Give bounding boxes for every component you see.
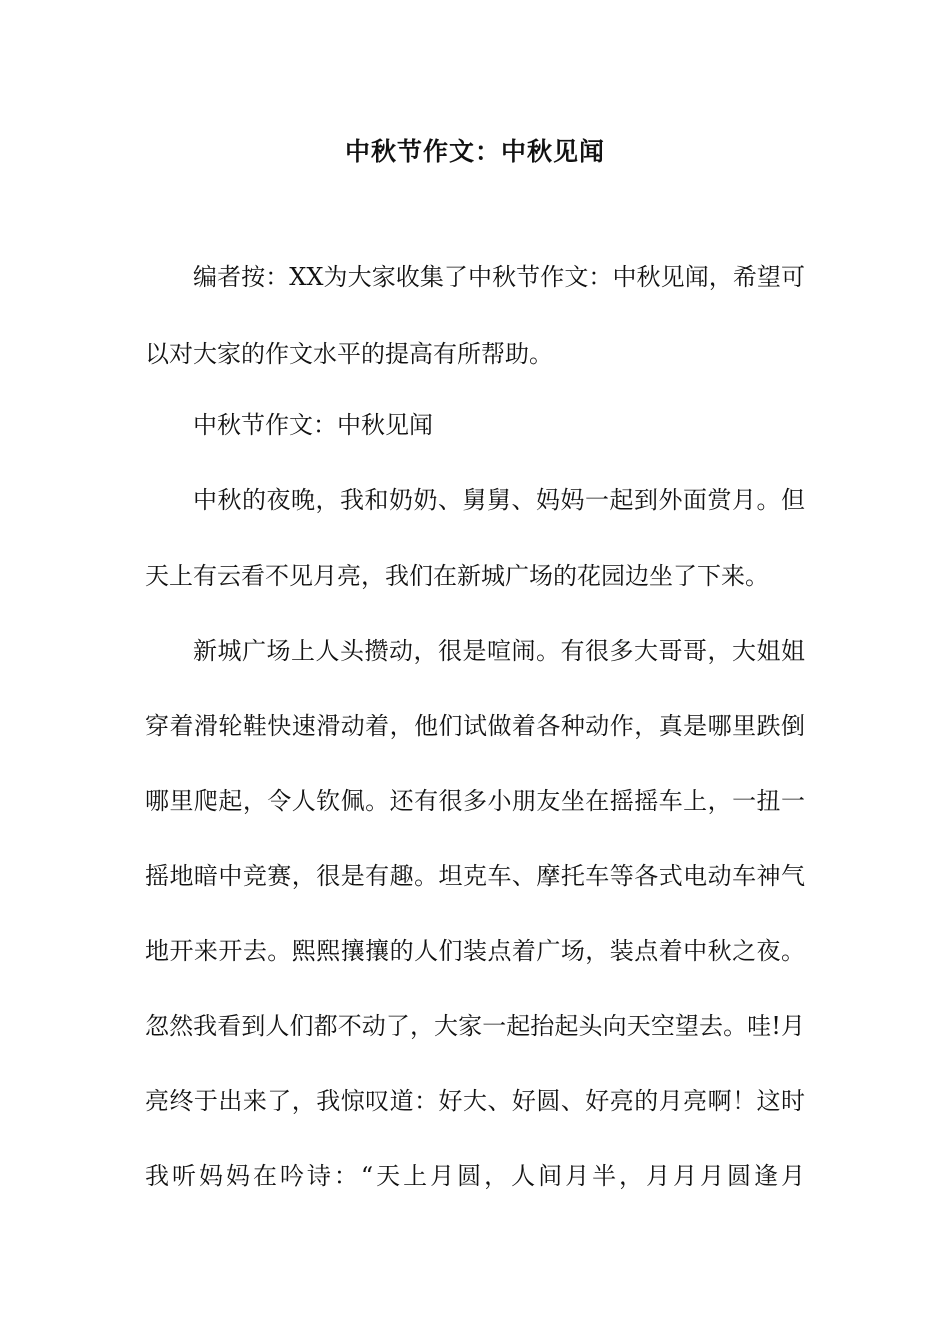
paragraph-line: 地开来开去。熙熙攘攘的人们装点着广场，装点着中秋之夜。 <box>145 937 805 965</box>
paragraph-line: 中秋的夜晚，我和奶奶、舅舅、妈妈一起到外面赏月。但 <box>193 486 805 514</box>
paragraph-line: 新城广场上人头攒动，很是喧闹。有很多大哥哥，大姐姐 <box>193 637 805 665</box>
paragraph-line: 天上有云看不见月亮，我们在新城广场的花园边坐了下来。 <box>145 562 769 590</box>
document-title: 中秋节作文：中秋见闻 <box>344 137 605 166</box>
paragraph-line: 以对大家的作文水平的提高有所帮助。 <box>145 340 553 368</box>
paragraph-line: 编者按：XX为大家收集了中秋节作文：中秋见闻，希望可 <box>193 263 805 291</box>
paragraph-line: 亮终于出来了，我惊叹道：好大、好圆、好亮的月亮啊！这时 <box>145 1087 805 1115</box>
paragraph-line: 忽然我看到人们都不动了，大家一起抬起头向天空望去。哇!月 <box>145 1012 805 1040</box>
paragraph-line: 我听妈妈在吟诗：“天上月圆，人间月半，月月月圆逢月 <box>145 1162 805 1190</box>
paragraph-line: 摇地暗中竞赛，很是有趣。坦克车、摩托车等各式电动车神气 <box>145 862 805 890</box>
section-heading: 中秋节作文：中秋见闻 <box>193 411 433 439</box>
paragraph-line: 穿着滑轮鞋快速滑动着，他们试做着各种动作，真是哪里跌倒 <box>145 712 805 740</box>
paragraph-line: 哪里爬起，令人钦佩。还有很多小朋友坐在摇摇车上，一扭一 <box>145 787 805 815</box>
